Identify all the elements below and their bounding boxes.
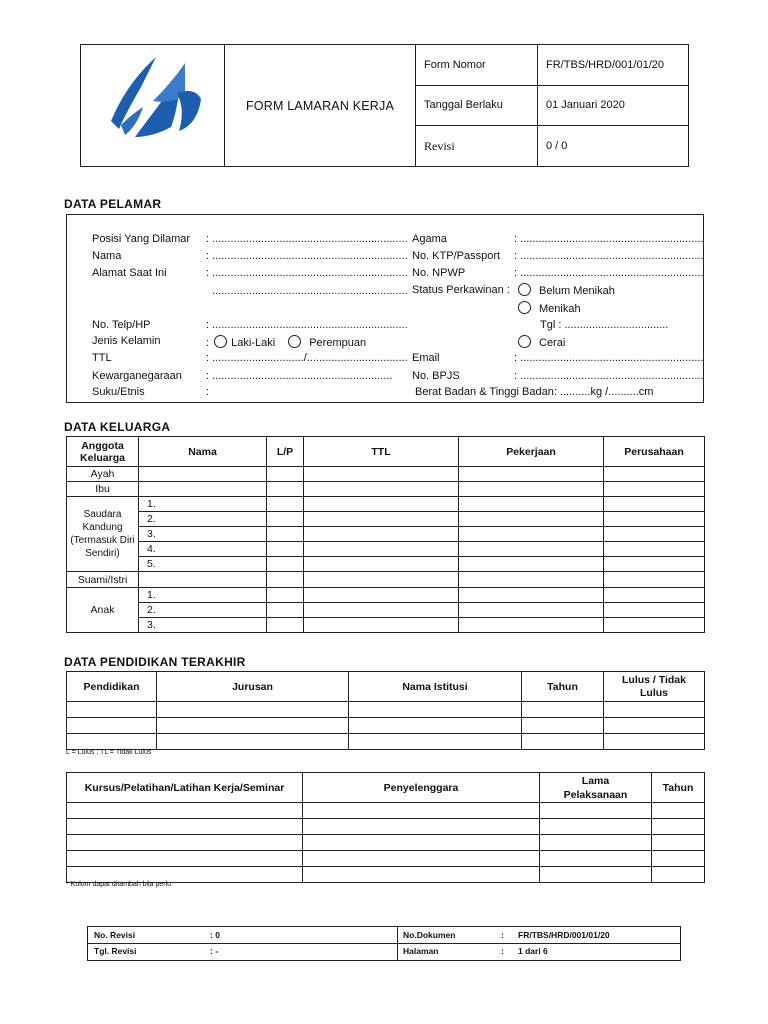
kel-ayah-label: Ayah	[67, 467, 139, 482]
footer-sep: :	[501, 946, 504, 956]
form-header	[80, 44, 689, 167]
kewarganegaraan-field[interactable]: : ...........................................................	[206, 370, 393, 382]
table-cell[interactable]	[157, 718, 349, 734]
kursus-table	[66, 772, 705, 883]
kel-anak-num[interactable]: 2.	[139, 603, 267, 618]
table-cell[interactable]	[303, 867, 540, 883]
suku-label: Suku/Etnis	[92, 386, 145, 398]
table-cell[interactable]	[604, 734, 705, 750]
footer-sep: :	[501, 930, 504, 940]
table-cell[interactable]	[267, 588, 304, 603]
table-cell[interactable]	[304, 527, 459, 542]
table-cell[interactable]	[267, 542, 304, 557]
table-cell[interactable]	[67, 702, 157, 718]
table-cell[interactable]	[157, 702, 349, 718]
email-label: Email	[412, 352, 440, 364]
table-cell[interactable]	[303, 819, 540, 835]
table-cell[interactable]	[652, 851, 705, 867]
berat-tinggi-field[interactable]: Berat Badan & Tinggi Badan: ..........kg /..........cm	[415, 386, 654, 398]
pend-header-lulus: Lulus / Tidak Lulus	[604, 672, 705, 702]
table-cell[interactable]	[67, 835, 303, 851]
table-cell[interactable]	[652, 867, 705, 883]
kel-anak-num[interactable]: 1.	[139, 588, 267, 603]
radio-laki-laki[interactable]	[214, 335, 227, 348]
table-cell[interactable]	[67, 819, 303, 835]
jenis-kelamin-colon: :	[206, 337, 210, 349]
form-nomor-value: FR/TBS/HRD/001/01/20	[538, 45, 689, 86]
table-cell[interactable]	[139, 467, 267, 482]
logo-cell	[81, 45, 225, 167]
pend-header-tahun: Tahun	[522, 672, 604, 702]
pendidikan-note: L = Lulus ; TL = Tidak Lulus	[66, 749, 152, 756]
table-cell[interactable]	[304, 497, 459, 512]
table-cell[interactable]	[540, 819, 652, 835]
pelamar-box	[66, 214, 704, 403]
bpjs-field[interactable]: : ............................................................	[514, 370, 704, 382]
table-cell[interactable]	[604, 588, 705, 603]
table-cell[interactable]	[304, 618, 459, 633]
kel-header-pekerjaan: Pekerjaan	[459, 437, 604, 467]
kursus-header-kursus: Kursus/Pelatihan/Latihan Kerja/Seminar	[67, 773, 303, 803]
pendidikan-table	[66, 671, 705, 750]
table-cell[interactable]	[459, 618, 604, 633]
ttl-field[interactable]: : ............................../.................................	[206, 352, 408, 364]
kel-saudara-num[interactable]: 5.	[139, 557, 267, 572]
table-cell[interactable]	[604, 718, 705, 734]
table-row	[67, 527, 705, 542]
table-cell[interactable]	[67, 851, 303, 867]
telp-field[interactable]: : ................................................................	[206, 319, 408, 331]
kel-anak-label: Anak	[67, 588, 139, 633]
status-menikah[interactable]	[518, 301, 581, 315]
footer-divider-h	[88, 943, 680, 944]
table-cell[interactable]	[652, 835, 705, 851]
footer-halaman-value: 1 dari 6	[518, 946, 548, 956]
npwp-label: No. NPWP	[412, 267, 466, 279]
agama-field[interactable]: : ............................................................	[514, 233, 704, 245]
table-row	[67, 819, 705, 835]
table-row	[67, 572, 705, 588]
revisi-value: 0 / 0	[538, 126, 689, 167]
jenis-kelamin-options	[206, 335, 366, 349]
table-cell[interactable]	[652, 803, 705, 819]
table-cell[interactable]	[304, 603, 459, 618]
table-cell[interactable]	[67, 718, 157, 734]
kursus-note: * Kolom dapat ditambah bila perlu	[66, 881, 172, 888]
table-row	[67, 482, 705, 497]
table-cell[interactable]	[267, 512, 304, 527]
table-cell[interactable]	[267, 497, 304, 512]
email-field[interactable]: : ............................................................	[514, 352, 704, 364]
table-row	[67, 497, 705, 512]
table-row	[67, 542, 705, 557]
table-cell[interactable]	[459, 603, 604, 618]
radio-perempuan[interactable]	[288, 335, 301, 348]
nama-field[interactable]: : ................................................................	[206, 250, 408, 262]
alamat-field-2[interactable]: ................................................................	[206, 285, 408, 297]
table-cell[interactable]	[604, 557, 705, 572]
table-cell[interactable]	[349, 702, 522, 718]
radio-belum-menikah[interactable]	[518, 283, 531, 296]
table-cell[interactable]	[304, 542, 459, 557]
option-menikah: Menikah	[539, 303, 581, 315]
table-cell[interactable]	[304, 512, 459, 527]
tanggal-berlaku-value: 01 Januari 2020	[538, 85, 689, 126]
footer-tgl-revisi-label: Tgl. Revisi	[94, 946, 137, 956]
table-cell[interactable]	[459, 527, 604, 542]
table-cell[interactable]	[303, 851, 540, 867]
kel-saudara-num[interactable]: 4.	[139, 542, 267, 557]
status-label: Status Perkawinan :	[412, 284, 510, 296]
nama-label: Nama	[92, 250, 122, 262]
alamat-field[interactable]: : ................................................................	[206, 267, 408, 279]
table-row	[67, 734, 705, 750]
table-cell[interactable]	[267, 557, 304, 572]
status-belum-menikah[interactable]	[518, 283, 615, 297]
option-laki-laki: Laki-Laki	[231, 337, 276, 349]
table-cell[interactable]	[267, 467, 304, 482]
table-cell[interactable]	[267, 527, 304, 542]
table-cell[interactable]	[139, 572, 267, 588]
option-belum-menikah: Belum Menikah	[539, 285, 615, 297]
kel-header-nama: Nama	[139, 437, 267, 467]
kursus-header-tahun: Tahun	[652, 773, 705, 803]
table-cell[interactable]	[304, 588, 459, 603]
table-row	[67, 512, 705, 527]
table-cell[interactable]	[540, 803, 652, 819]
table-cell[interactable]	[267, 482, 304, 497]
table-cell[interactable]	[540, 851, 652, 867]
table-row	[67, 467, 705, 482]
table-row	[67, 851, 705, 867]
table-cell[interactable]	[157, 734, 349, 750]
table-cell[interactable]	[459, 572, 604, 588]
posisi-label: Posisi Yang Dilamar	[92, 233, 191, 245]
table-cell[interactable]	[267, 618, 304, 633]
suku-field[interactable]: :	[206, 386, 210, 398]
footer-tgl-revisi-value: : -	[210, 946, 219, 956]
footer-no-dokumen-label: No.Dokumen	[403, 930, 456, 940]
option-perempuan: Perempuan	[309, 337, 367, 349]
section-title-pendidikan: DATA PENDIDIKAN TERAKHIR	[64, 655, 246, 669]
form-nomor-label: Form Nomor	[416, 45, 538, 86]
table-cell[interactable]	[67, 803, 303, 819]
ktp-label: No. KTP/Passport	[412, 250, 501, 262]
footer-no-dokumen-value: FR/TBS/HRD/001/01/20	[518, 930, 610, 940]
kel-saudara-num[interactable]: 1.	[139, 497, 267, 512]
sail-logo-icon	[81, 45, 224, 163]
kel-header-lp: L/P	[267, 437, 304, 467]
kel-header-anggota: Anggota Keluarga	[67, 437, 139, 467]
table-cell[interactable]	[304, 467, 459, 482]
agama-label: Agama	[412, 233, 447, 245]
table-cell[interactable]	[459, 542, 604, 557]
table-row	[67, 618, 705, 633]
kursus-header-lama: Lama Pelaksanaan	[540, 773, 652, 803]
document-footer	[87, 926, 681, 961]
table-cell[interactable]	[349, 734, 522, 750]
table-cell[interactable]	[459, 467, 604, 482]
kursus-header-penyelenggara: Penyelenggara	[303, 773, 540, 803]
ktp-field[interactable]: : ............................................................	[514, 250, 704, 262]
kewarganegaraan-label: Kewarganegaraan	[92, 370, 182, 382]
table-cell[interactable]	[604, 482, 705, 497]
keluarga-table	[66, 436, 705, 633]
table-cell[interactable]	[604, 572, 705, 588]
table-cell[interactable]	[67, 734, 157, 750]
table-cell[interactable]	[604, 497, 705, 512]
table-cell[interactable]	[459, 512, 604, 527]
pend-header-pendidikan: Pendidikan	[67, 672, 157, 702]
table-cell[interactable]	[267, 572, 304, 588]
table-row	[67, 702, 705, 718]
table-cell[interactable]	[604, 542, 705, 557]
table-cell[interactable]	[349, 718, 522, 734]
footer-halaman-label: Halaman	[403, 946, 439, 956]
table-cell[interactable]	[139, 482, 267, 497]
table-cell[interactable]	[522, 702, 604, 718]
table-cell[interactable]	[303, 835, 540, 851]
table-cell[interactable]	[304, 572, 459, 588]
kel-saudara-num[interactable]: 3.	[139, 527, 267, 542]
jenis-kelamin-label: Jenis Kelamin	[92, 335, 161, 347]
section-title-pelamar: DATA PELAMAR	[64, 197, 162, 211]
kel-suami-label: Suami/Istri	[67, 572, 139, 588]
table-cell[interactable]	[459, 557, 604, 572]
option-cerai: Cerai	[539, 337, 566, 349]
table-row	[67, 835, 705, 851]
footer-no-revisi-label: No. Revisi	[94, 930, 136, 940]
pend-header-jurusan: Jurusan	[157, 672, 349, 702]
table-cell[interactable]	[267, 603, 304, 618]
table-cell[interactable]	[652, 819, 705, 835]
table-cell[interactable]	[304, 557, 459, 572]
table-cell[interactable]	[540, 835, 652, 851]
posisi-field[interactable]: : ................................................................	[206, 233, 408, 245]
revisi-label: Revisi	[416, 126, 538, 167]
table-cell[interactable]	[604, 702, 705, 718]
table-row	[67, 557, 705, 572]
table-cell[interactable]	[522, 734, 604, 750]
ttl-label: TTL	[92, 352, 112, 364]
table-cell[interactable]	[522, 718, 604, 734]
kel-anak-num[interactable]: 3.	[139, 618, 267, 633]
status-tgl-field[interactable]: Tgl : ..................................	[540, 319, 669, 331]
npwp-field[interactable]: : ............................................................	[514, 267, 704, 279]
kel-saudara-label: Saudara Kandung (Termasuk Diri Sendiri)	[67, 497, 139, 572]
radio-menikah[interactable]	[518, 301, 531, 314]
tanggal-berlaku-label: Tanggal Berlaku	[416, 85, 538, 126]
footer-no-revisi-value: : 0	[210, 930, 220, 940]
table-row	[67, 603, 705, 618]
form-title: FORM LAMARAN KERJA	[225, 45, 416, 167]
status-cerai[interactable]	[518, 335, 565, 349]
table-row	[67, 588, 705, 603]
table-cell[interactable]	[540, 867, 652, 883]
kel-header-perusahaan: Perusahaan	[604, 437, 705, 467]
table-cell[interactable]	[604, 603, 705, 618]
table-cell[interactable]	[604, 512, 705, 527]
table-row	[67, 718, 705, 734]
radio-cerai[interactable]	[518, 335, 531, 348]
telp-label: No. Telp/HP	[92, 319, 151, 331]
table-row	[67, 803, 705, 819]
section-title-keluarga: DATA KELUARGA	[64, 420, 171, 434]
table-cell[interactable]	[604, 618, 705, 633]
kel-header-ttl: TTL	[304, 437, 459, 467]
table-cell[interactable]	[459, 588, 604, 603]
table-cell[interactable]	[604, 527, 705, 542]
kel-ibu-label: Ibu	[67, 482, 139, 497]
footer-divider-v	[397, 927, 398, 960]
table-cell[interactable]	[304, 482, 459, 497]
table-cell[interactable]	[459, 497, 604, 512]
table-cell[interactable]	[303, 803, 540, 819]
pend-header-institusi: Nama Istitusi	[349, 672, 522, 702]
kel-saudara-num[interactable]: 2.	[139, 512, 267, 527]
table-cell[interactable]	[604, 467, 705, 482]
table-cell[interactable]	[459, 482, 604, 497]
alamat-label: Alamat Saat Ini	[92, 267, 167, 279]
bpjs-label: No. BPJS	[412, 370, 460, 382]
